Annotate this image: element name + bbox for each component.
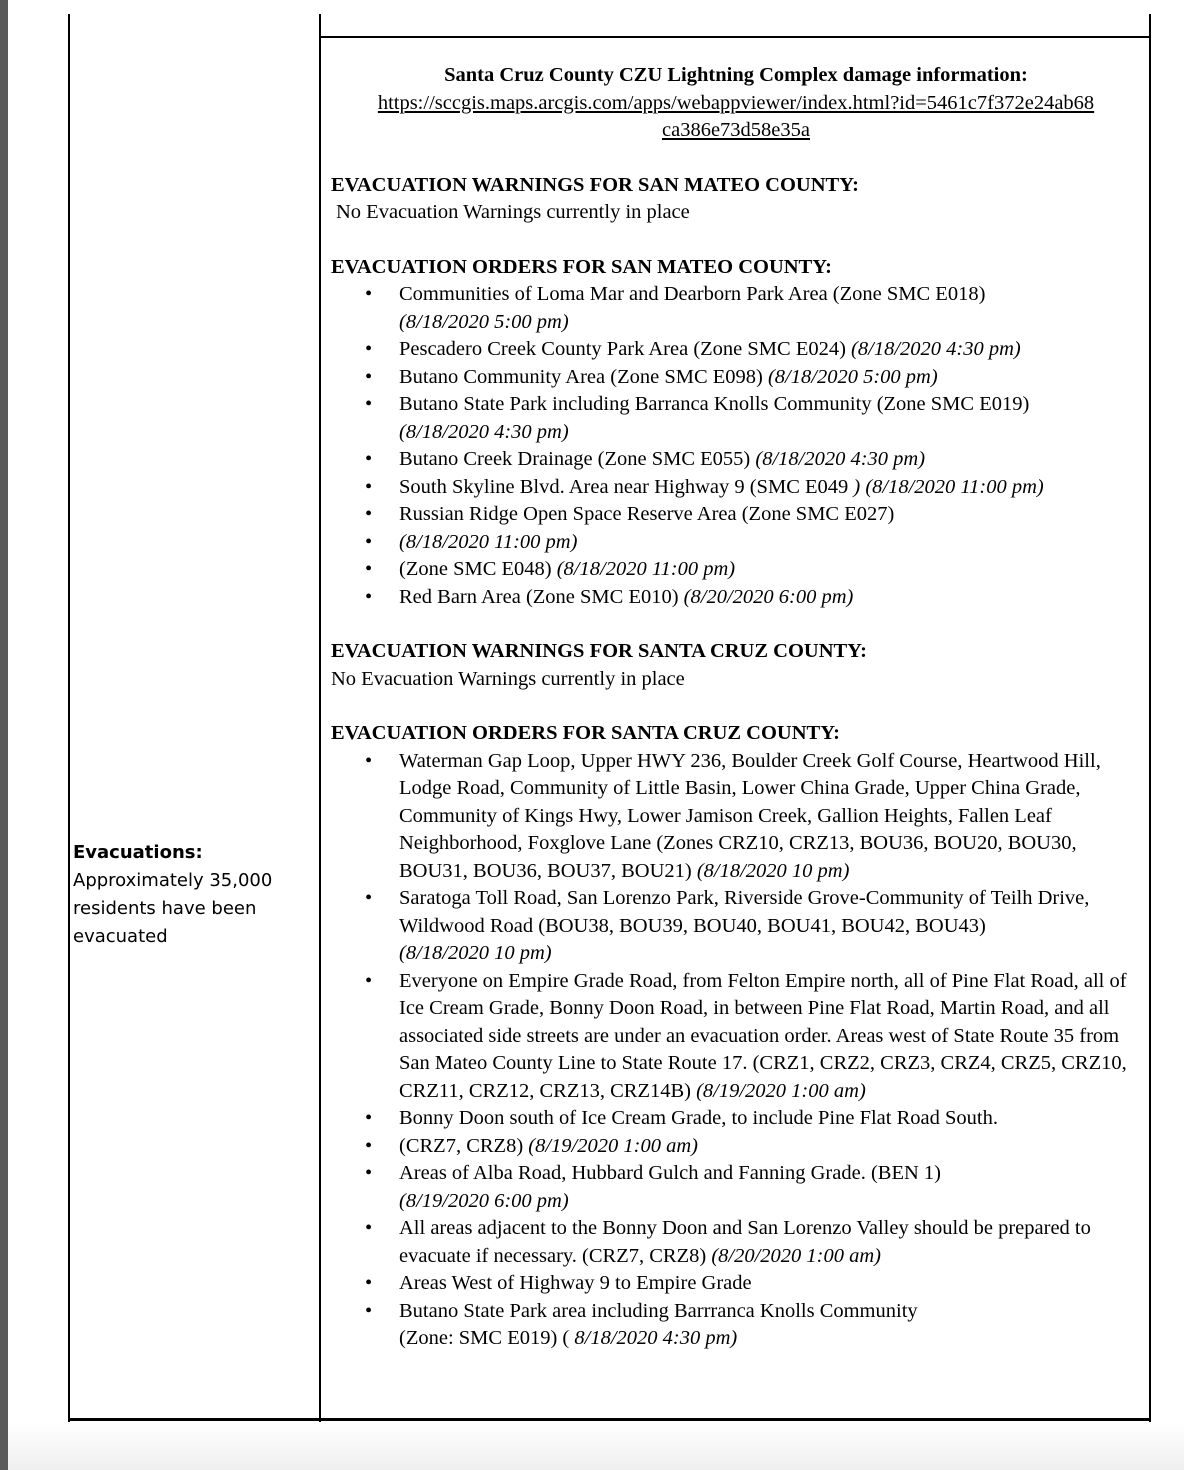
- bullet-icon: •: [365, 558, 373, 580]
- list-item: [331, 391, 1141, 446]
- bullet-icon: •: [365, 1162, 373, 1184]
- list-item-text: Communities of Loma Mar and Dearborn Park Area (Zone SMC E018): [399, 283, 986, 305]
- list-item: [331, 584, 1141, 612]
- bullet-icon: •: [365, 530, 373, 553]
- list-item-text: Saratoga Toll Road, San Lorenzo Park, Riverside Grove-Community of Teilh Drive, Wildwood Road (BOU38, BOU39, BOU40, BOU41, BOU42, BOU43): [399, 887, 1090, 937]
- list-item-timestamp: (8/19/2020 1:00 am): [696, 1079, 866, 1102]
- santa-cruz-orders-list: [331, 748, 1141, 1353]
- damage-info-title: Santa Cruz County CZU Lightning Complex damage information:: [444, 64, 1028, 86]
- bullet-icon: •: [365, 393, 373, 415]
- list-item: [331, 1298, 1141, 1353]
- list-item-text: Russian Ridge Open Space Reserve Area (Zone SMC E027): [399, 503, 895, 525]
- list-item-timestamp: (8/19/2020 6:00 pm): [399, 1189, 569, 1212]
- list-item-text: Areas West of Highway 9 to Empire Grade: [399, 1272, 752, 1294]
- list-item: [331, 446, 1141, 474]
- list-item-timestamp: (8/18/2020 4:30 pm): [851, 338, 1021, 360]
- list-item: [331, 529, 1141, 557]
- bullet-icon: •: [365, 1107, 373, 1129]
- list-item-text: Areas of Alba Road, Hubbard Gulch and Fanning Grade. (BEN 1): [399, 1162, 941, 1184]
- evacuations-summary-text: Approximately 35,000 residents have been evacuated: [73, 870, 273, 947]
- bullet-icon: •: [365, 749, 373, 772]
- list-item-text: All areas adjacent to the Bonny Doon and San Lorenzo Valley should be prepared to evacuate if necessary. (CRZ7, CRZ8): [399, 1217, 1091, 1267]
- bullet-icon: •: [365, 503, 373, 525]
- bullet-icon: •: [365, 365, 373, 388]
- list-item-text: Butano Community Area (Zone SMC E098): [399, 365, 763, 388]
- list-item: [331, 364, 1141, 392]
- list-item-timestamp: (8/18/2020 10 pm): [696, 859, 850, 882]
- bullet-icon: •: [365, 1217, 373, 1239]
- bullet-icon: •: [365, 475, 373, 498]
- bullet-icon: •: [365, 448, 373, 470]
- list-item-timestamp: ) (8/18/2020 11:00 pm): [853, 475, 1044, 498]
- list-item-timestamp: (8/18/2020 5:00 pm): [767, 365, 938, 388]
- list-item-text: Everyone on Empire Grade Road, from Felton Empire north, all of Pine Flat Road, all of Ice Cream Grade, Bonny Doon Road, in between Pine Flat Road, Martin Road, and all associated side streets are under an evacuation order. Areas west of State Route 35 from San Mateo County Line to State Route 17. (CRZ1, CRZ2, CRZ3, CRZ4, CRZ5, CRZ10, CRZ11, CRZ12, CRZ13, CRZ14B): [399, 969, 1127, 1102]
- san-mateo-orders-list: [331, 281, 1141, 611]
- list-item-text: Pescadero Creek County Park Area (Zone SMC E024): [399, 338, 846, 360]
- bullet-icon: •: [365, 1272, 373, 1294]
- list-item-text: (Zone SMC E048): [399, 558, 552, 580]
- list-item: [331, 1160, 1141, 1215]
- table-border-middle: [319, 14, 321, 1422]
- list-item-text: Bonny Doon south of Ice Cream Grade, to include Pine Flat Road South.: [399, 1107, 998, 1129]
- list-item-text: Waterman Gap Loop, Upper HWY 236, Boulder Creek Golf Course, Heartwood Hill, Lodge Road, Community of Little Basin, Lower China Grade, Upper China Grade, Community of Kings Hwy, Lower Jamison Creek, Gallion Heights, Fallen Leaf Neighborhood, Foxglove Lane (Zones CRZ10, CRZ13, BOU36, BOU20, BOU30, BOU31, BOU36, BOU37, BOU21): [399, 749, 1101, 882]
- list-item-text: Butano State Park including Barranca Knolls Community (Zone SMC E019): [399, 393, 1030, 415]
- evacuations-label: Evacuations:: [73, 842, 203, 863]
- list-item-text: South Skyline Blvd. Area near Highway 9 (SMC E049: [399, 475, 849, 498]
- list-item-text: (CRZ7, CRZ8): [399, 1134, 524, 1157]
- bullet-icon: •: [365, 969, 373, 992]
- page-bottom-margin: [8, 1422, 1184, 1470]
- damage-info-link[interactable]: https://sccgis.maps.arcgis.com/apps/webappviewer/index.html?id=5461c7f372e24ab68 ca386e73d58e35a: [377, 91, 1095, 141]
- list-item: [331, 501, 1141, 529]
- list-item-timestamp: (8/18/2020 4:30 pm): [755, 448, 926, 470]
- list-item: [331, 748, 1141, 886]
- list-item: [331, 474, 1141, 502]
- list-item-timestamp: 8/18/2020 4:30 pm): [574, 1327, 738, 1349]
- list-item: [331, 556, 1141, 584]
- list-item-timestamp: (8/20/2020 1:00 am): [711, 1244, 882, 1267]
- list-item-timestamp: (8/19/2020 1:00 am): [528, 1134, 698, 1157]
- list-item-timestamp: (8/18/2020 4:30 pm): [399, 420, 569, 443]
- list-item-timestamp: (8/18/2020 5:00 pm): [399, 310, 569, 333]
- list-item-timestamp: (8/18/2020 11:00 pm): [556, 558, 736, 580]
- bullet-icon: •: [365, 1134, 373, 1157]
- list-item: [331, 336, 1141, 364]
- san-mateo-warnings-heading: EVACUATION WARNINGS FOR SAN MATEO COUNTY:: [331, 173, 859, 196]
- list-item: [331, 885, 1141, 968]
- list-item: [331, 281, 1141, 336]
- table-border-left: [68, 14, 70, 1422]
- bullet-icon: •: [365, 283, 373, 305]
- list-item: [331, 1105, 1141, 1133]
- list-item-text: Butano State Park area including Barrranca Knolls Community (Zone: SMC E019) (: [399, 1299, 918, 1349]
- bullet-icon: •: [365, 887, 373, 909]
- san-mateo-orders-heading: EVACUATION ORDERS FOR SAN MATEO COUNTY:: [331, 255, 832, 278]
- list-item-text: Butano Creek Drainage (Zone SMC E055): [399, 448, 751, 470]
- table-border-bottom: [68, 1418, 1151, 1421]
- san-mateo-warnings-text: No Evacuation Warnings currently in place: [336, 201, 690, 223]
- list-item-text: Red Barn Area (Zone SMC E010): [399, 585, 679, 608]
- evacuations-summary-cell: [73, 839, 313, 951]
- list-item-timestamp: (8/18/2020 10 pm): [399, 942, 552, 964]
- evacuation-details-cell: [331, 62, 1141, 1353]
- list-item-timestamp: (8/20/2020 6:00 pm): [683, 585, 854, 608]
- table-border-right: [1149, 14, 1151, 1422]
- table-border-inner-top: [319, 36, 1151, 38]
- list-item: [331, 968, 1141, 1106]
- bullet-icon: •: [365, 1299, 373, 1322]
- damage-info-block: [331, 62, 1141, 145]
- santa-cruz-warnings-heading: EVACUATION WARNINGS FOR SANTA CRUZ COUNTY:: [331, 640, 867, 662]
- santa-cruz-warnings-text: No Evacuation Warnings currently in place: [331, 667, 685, 690]
- list-item-timestamp: (8/18/2020 11:00 pm): [399, 530, 578, 553]
- santa-cruz-orders-heading: EVACUATION ORDERS FOR SANTA CRUZ COUNTY:: [331, 722, 840, 744]
- list-item: [331, 1270, 1141, 1298]
- list-item: [331, 1133, 1141, 1161]
- list-item: [331, 1215, 1141, 1270]
- viewer-left-edge: [0, 0, 8, 1470]
- bullet-icon: •: [365, 338, 373, 360]
- bullet-icon: •: [365, 585, 373, 608]
